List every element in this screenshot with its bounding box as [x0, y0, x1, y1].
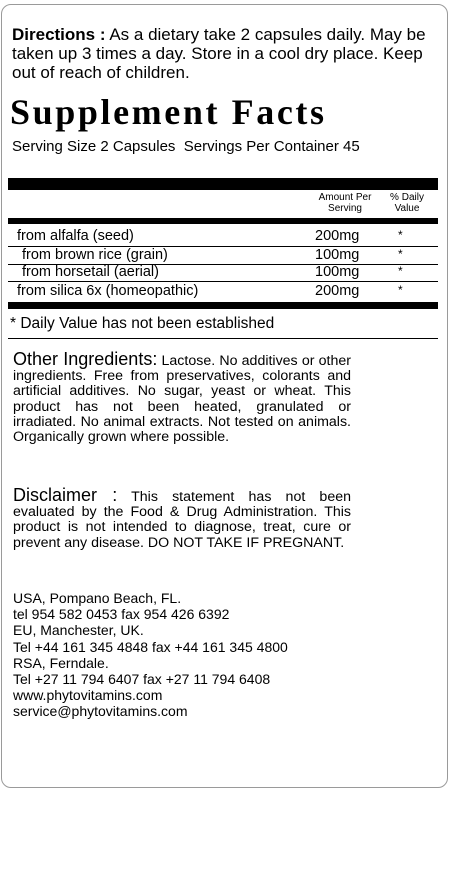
ingredient-daily-value: *	[398, 283, 403, 297]
facts-row	[8, 228, 438, 246]
column-header-amount: Amount Per Serving	[318, 192, 372, 214]
disclaimer-paragraph	[13, 485, 351, 551]
disclaimer-heading: Disclaimer :	[13, 485, 118, 505]
contact-line: Tel +27 11 794 6407 fax +27 11 794 6408	[13, 671, 271, 688]
ingredient-daily-value: *	[398, 228, 403, 242]
directions-heading: Directions :	[12, 25, 106, 44]
ingredient-amount: 100mg	[315, 264, 360, 280]
serving-info	[12, 138, 360, 155]
contact-block	[13, 590, 288, 720]
section-divider	[8, 338, 438, 339]
facts-row	[8, 264, 438, 282]
facts-thick-bar-bottom	[8, 302, 438, 309]
other-ingredients-paragraph	[13, 349, 351, 446]
ingredient-daily-value: *	[398, 247, 403, 261]
ingredient-name: from silica 6x (homeopathic)	[17, 283, 199, 299]
ingredient-name: from brown rice (grain)	[22, 247, 168, 263]
email-link[interactable]: service@phytovitamins.com	[13, 703, 188, 720]
disclaimer-body: This statement has not been evaluated by the Food & Drug Administration. This product is not intended to diagnose, treat, cure or prevent any disease. DO NOT TAKE IF PREGNANT.	[13, 489, 351, 551]
facts-row	[8, 283, 438, 301]
ingredient-amount: 200mg	[315, 283, 360, 299]
column-header-daily-value: % Daily Value	[390, 192, 424, 214]
ingredient-amount: 100mg	[315, 247, 360, 263]
ingredient-daily-value: *	[398, 264, 403, 278]
contact-line: Tel +44 161 345 4848 fax +44 161 345 4800	[13, 638, 288, 655]
other-ingredients-body: Lactose. No additives or other ingredients. Free from preservatives, colorants and artificial additives. No sugar, yeast or wheat. This product has not been heated, granulated or irradiated. No animal extracts. Not tested on animals. Organically grown where possible.	[13, 353, 351, 446]
facts-thick-bar-top	[8, 178, 438, 190]
supplement-facts-title: Supplement Facts	[10, 92, 327, 132]
other-ingredients-heading: Other Ingredients:	[13, 349, 158, 369]
directions-body: As a dietary take 2 capsules daily. May be taken up 3 times a day. Store in a cool dry place. Keep out of reach of children.	[12, 25, 426, 82]
contact-line: EU, Manchester, UK.	[13, 622, 144, 639]
website-link[interactable]: www.phytovitamins.com	[13, 687, 163, 704]
contact-line: RSA, Ferndale.	[13, 654, 109, 671]
servings-per-container: Servings Per Container 45	[183, 138, 360, 155]
facts-row	[8, 247, 438, 265]
serving-size: Serving Size 2 Capsules	[12, 138, 176, 155]
ingredient-amount: 200mg	[315, 228, 360, 244]
contact-line: tel 954 582 0453 fax 954 426 6392	[13, 606, 230, 623]
directions-text	[12, 25, 430, 82]
contact-line: USA, Pompano Beach, FL.	[13, 590, 182, 606]
ingredient-name: from horsetail (aerial)	[22, 264, 159, 280]
facts-medium-bar	[8, 218, 438, 224]
row-divider	[8, 281, 438, 282]
daily-value-footnote: * Daily Value has not been established	[10, 315, 275, 332]
ingredient-name: from alfalfa (seed)	[17, 228, 134, 244]
